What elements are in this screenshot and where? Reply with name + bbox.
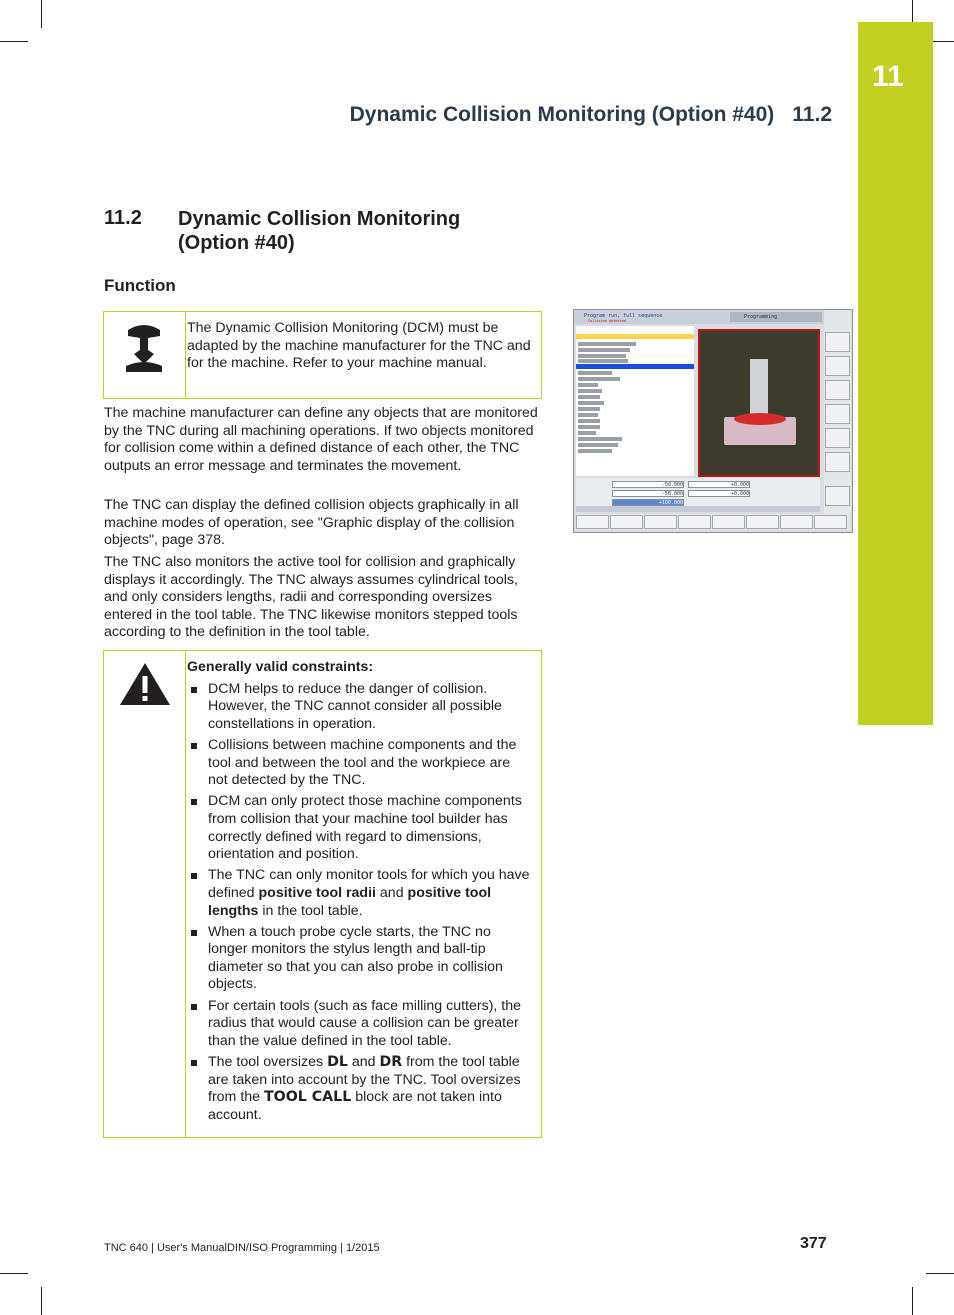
program-line bbox=[578, 383, 598, 387]
program-line bbox=[578, 342, 636, 346]
screenshot-subtitle: Collision detected bbox=[588, 319, 626, 323]
program-line bbox=[578, 431, 596, 435]
list-item-text: Collisions between machine components and the tool and between the tool and the workpiece are not detected by the TNC. bbox=[208, 736, 517, 789]
program-line bbox=[578, 389, 602, 393]
side-softkey bbox=[825, 380, 850, 400]
list-item-text: from the tool table are taken into account by the TNC. Tool oversizes from the bbox=[208, 1054, 521, 1106]
axis-x-value bbox=[612, 481, 684, 488]
list-item-text: The tool oversizes bbox=[208, 1054, 328, 1071]
list-item-text: and bbox=[347, 1054, 380, 1071]
program-line bbox=[578, 377, 620, 381]
emphasis: positive tool radii bbox=[258, 884, 376, 901]
program-line bbox=[578, 407, 600, 411]
warning-content bbox=[187, 659, 531, 1128]
bottom-softkeys bbox=[576, 514, 850, 530]
softkey bbox=[644, 515, 677, 529]
list-item-text: DCM can only protect those machine components from collision that your machine tool builder has correctly defined with regard to dimensions, orientation and position. bbox=[208, 793, 522, 863]
collision-disk-shape bbox=[734, 413, 786, 425]
side-softkey bbox=[825, 452, 850, 472]
program-highlight bbox=[576, 334, 694, 339]
crop-mark bbox=[41, 0, 42, 28]
crop-mark bbox=[41, 1287, 42, 1315]
list-item-text: For certain tools (such as face milling cutters), the radius that would cause a collision can be greater than the value defined in the tool table. bbox=[208, 997, 522, 1049]
list-item bbox=[187, 793, 531, 863]
warning-box bbox=[103, 650, 542, 1138]
side-softkey bbox=[825, 332, 850, 352]
chapter-tab bbox=[858, 22, 933, 725]
axis-value: +100.000 bbox=[658, 500, 683, 506]
program-line bbox=[578, 419, 600, 423]
list-item bbox=[187, 681, 531, 734]
crop-mark bbox=[912, 1287, 913, 1315]
status-bar bbox=[576, 506, 820, 512]
list-item-text: in the tool table. bbox=[258, 902, 363, 919]
crop-mark bbox=[0, 41, 28, 42]
warning-divider bbox=[185, 651, 186, 1137]
program-line bbox=[578, 354, 626, 358]
list-item bbox=[187, 867, 531, 920]
axis-value: +0.000 bbox=[730, 482, 749, 488]
note-divider bbox=[185, 312, 186, 398]
program-line bbox=[578, 401, 604, 405]
emphasis: positive tool lengths bbox=[208, 884, 492, 919]
crop-mark bbox=[926, 1273, 954, 1274]
page-number: 377 bbox=[800, 1235, 827, 1252]
collision-3d-view bbox=[698, 329, 820, 477]
side-softkey bbox=[825, 428, 850, 448]
program-line bbox=[578, 425, 600, 429]
program-line bbox=[578, 395, 600, 399]
list-item bbox=[187, 1054, 531, 1124]
section-number: 11.2 bbox=[104, 207, 142, 229]
softkey bbox=[746, 515, 779, 529]
axis-a-value bbox=[688, 481, 750, 488]
code-term: DL bbox=[327, 1054, 348, 1071]
program-line bbox=[578, 443, 618, 447]
screenshot-title: Program run, full sequence bbox=[584, 313, 663, 319]
softkey bbox=[678, 515, 711, 529]
machine-note-text: The Dynamic Collision Monitoring (DCM) must be adapted by the machine manufacturer for the TNC and for the machine. Refer to your machine manual. bbox=[187, 320, 531, 372]
program-line bbox=[578, 348, 630, 352]
paragraph: The TNC can display the defined collision objects graphically in all machine modes of operation, see "Graphic display of the collision objects", page 378. bbox=[104, 497, 519, 549]
softkey bbox=[712, 515, 745, 529]
side-softkey bbox=[825, 356, 850, 376]
footer-text: TNC 640 | User's ManualDIN/ISO Programming | 1/2015 bbox=[104, 1242, 380, 1254]
list-item bbox=[187, 924, 531, 994]
code-term: TOOL CALL bbox=[263, 1089, 352, 1106]
crop-mark bbox=[0, 1273, 28, 1274]
program-line bbox=[578, 371, 612, 375]
running-head-title: Dynamic Collision Monitoring (Option #40) bbox=[349, 103, 775, 126]
axis-z-value bbox=[612, 499, 684, 506]
softkey bbox=[576, 515, 609, 529]
list-item-text: and bbox=[375, 884, 408, 901]
constraint-list bbox=[187, 681, 531, 1125]
chapter-number: 11 bbox=[872, 60, 904, 93]
axis-value: -50.000 bbox=[661, 491, 683, 497]
softkey bbox=[814, 515, 847, 529]
list-item-text: block are not taken into account. bbox=[208, 1089, 502, 1123]
program-line bbox=[578, 437, 622, 441]
program-line bbox=[578, 359, 628, 363]
list-item-text: DCM helps to reduce the danger of collision. However, the TNC cannot consider all possible constellations in operation. bbox=[208, 680, 502, 732]
side-softkey bbox=[825, 486, 850, 506]
axis-c-value bbox=[688, 490, 750, 497]
paragraph: The machine manufacturer can define any objects that are monitored by the TNC during all machining operations. If two objects monitored for collision come within a defined distance of each other, the TNC outputs an error message and terminates the movement. bbox=[104, 405, 538, 474]
softkey bbox=[780, 515, 813, 529]
code-term: DR bbox=[379, 1054, 403, 1071]
program-pane bbox=[576, 326, 694, 476]
list-item bbox=[187, 998, 531, 1051]
side-softkey bbox=[825, 404, 850, 424]
machine-note-box bbox=[103, 311, 542, 399]
axis-y-value bbox=[612, 490, 684, 497]
tnc-screenshot bbox=[573, 309, 853, 533]
softkey bbox=[610, 515, 643, 529]
list-item bbox=[187, 737, 531, 790]
spindle-shape bbox=[750, 359, 768, 415]
axis-value: +0.000 bbox=[730, 491, 749, 497]
subheading: Function bbox=[104, 276, 176, 295]
program-line bbox=[578, 449, 612, 453]
list-item-text: The TNC can only monitor tools for which you have defined bbox=[208, 867, 530, 901]
section-heading: Dynamic Collision Monitoring (Option #40) bbox=[178, 208, 461, 254]
paragraph: The TNC also monitors the active tool for collision and graphically displays it accordingly. The TNC always assumes cylindrical tools, and only considers lengths, radii and corresponding oversizes entered in the tool table. The TNC likewise monitors stepped tools according to the definition in the tool table. bbox=[104, 554, 518, 641]
axis-value: -50.000 bbox=[661, 482, 683, 488]
warning-heading: Generally valid constraints: bbox=[187, 659, 374, 675]
axis-display bbox=[576, 478, 820, 508]
warning-icon bbox=[118, 661, 172, 712]
side-softkeys bbox=[824, 310, 851, 514]
program-line bbox=[578, 413, 598, 417]
list-item-text: When a touch probe cycle starts, the TNC no longer monitors the stylus length and ball-tip diameter so that you can also probe in collision objects. bbox=[208, 923, 503, 993]
machine-manufacturer-icon bbox=[124, 322, 164, 379]
screenshot-mode: Programming bbox=[730, 312, 822, 322]
running-head-section: 11.2 bbox=[792, 103, 832, 126]
program-cursor bbox=[576, 364, 694, 369]
running-head bbox=[350, 103, 832, 127]
